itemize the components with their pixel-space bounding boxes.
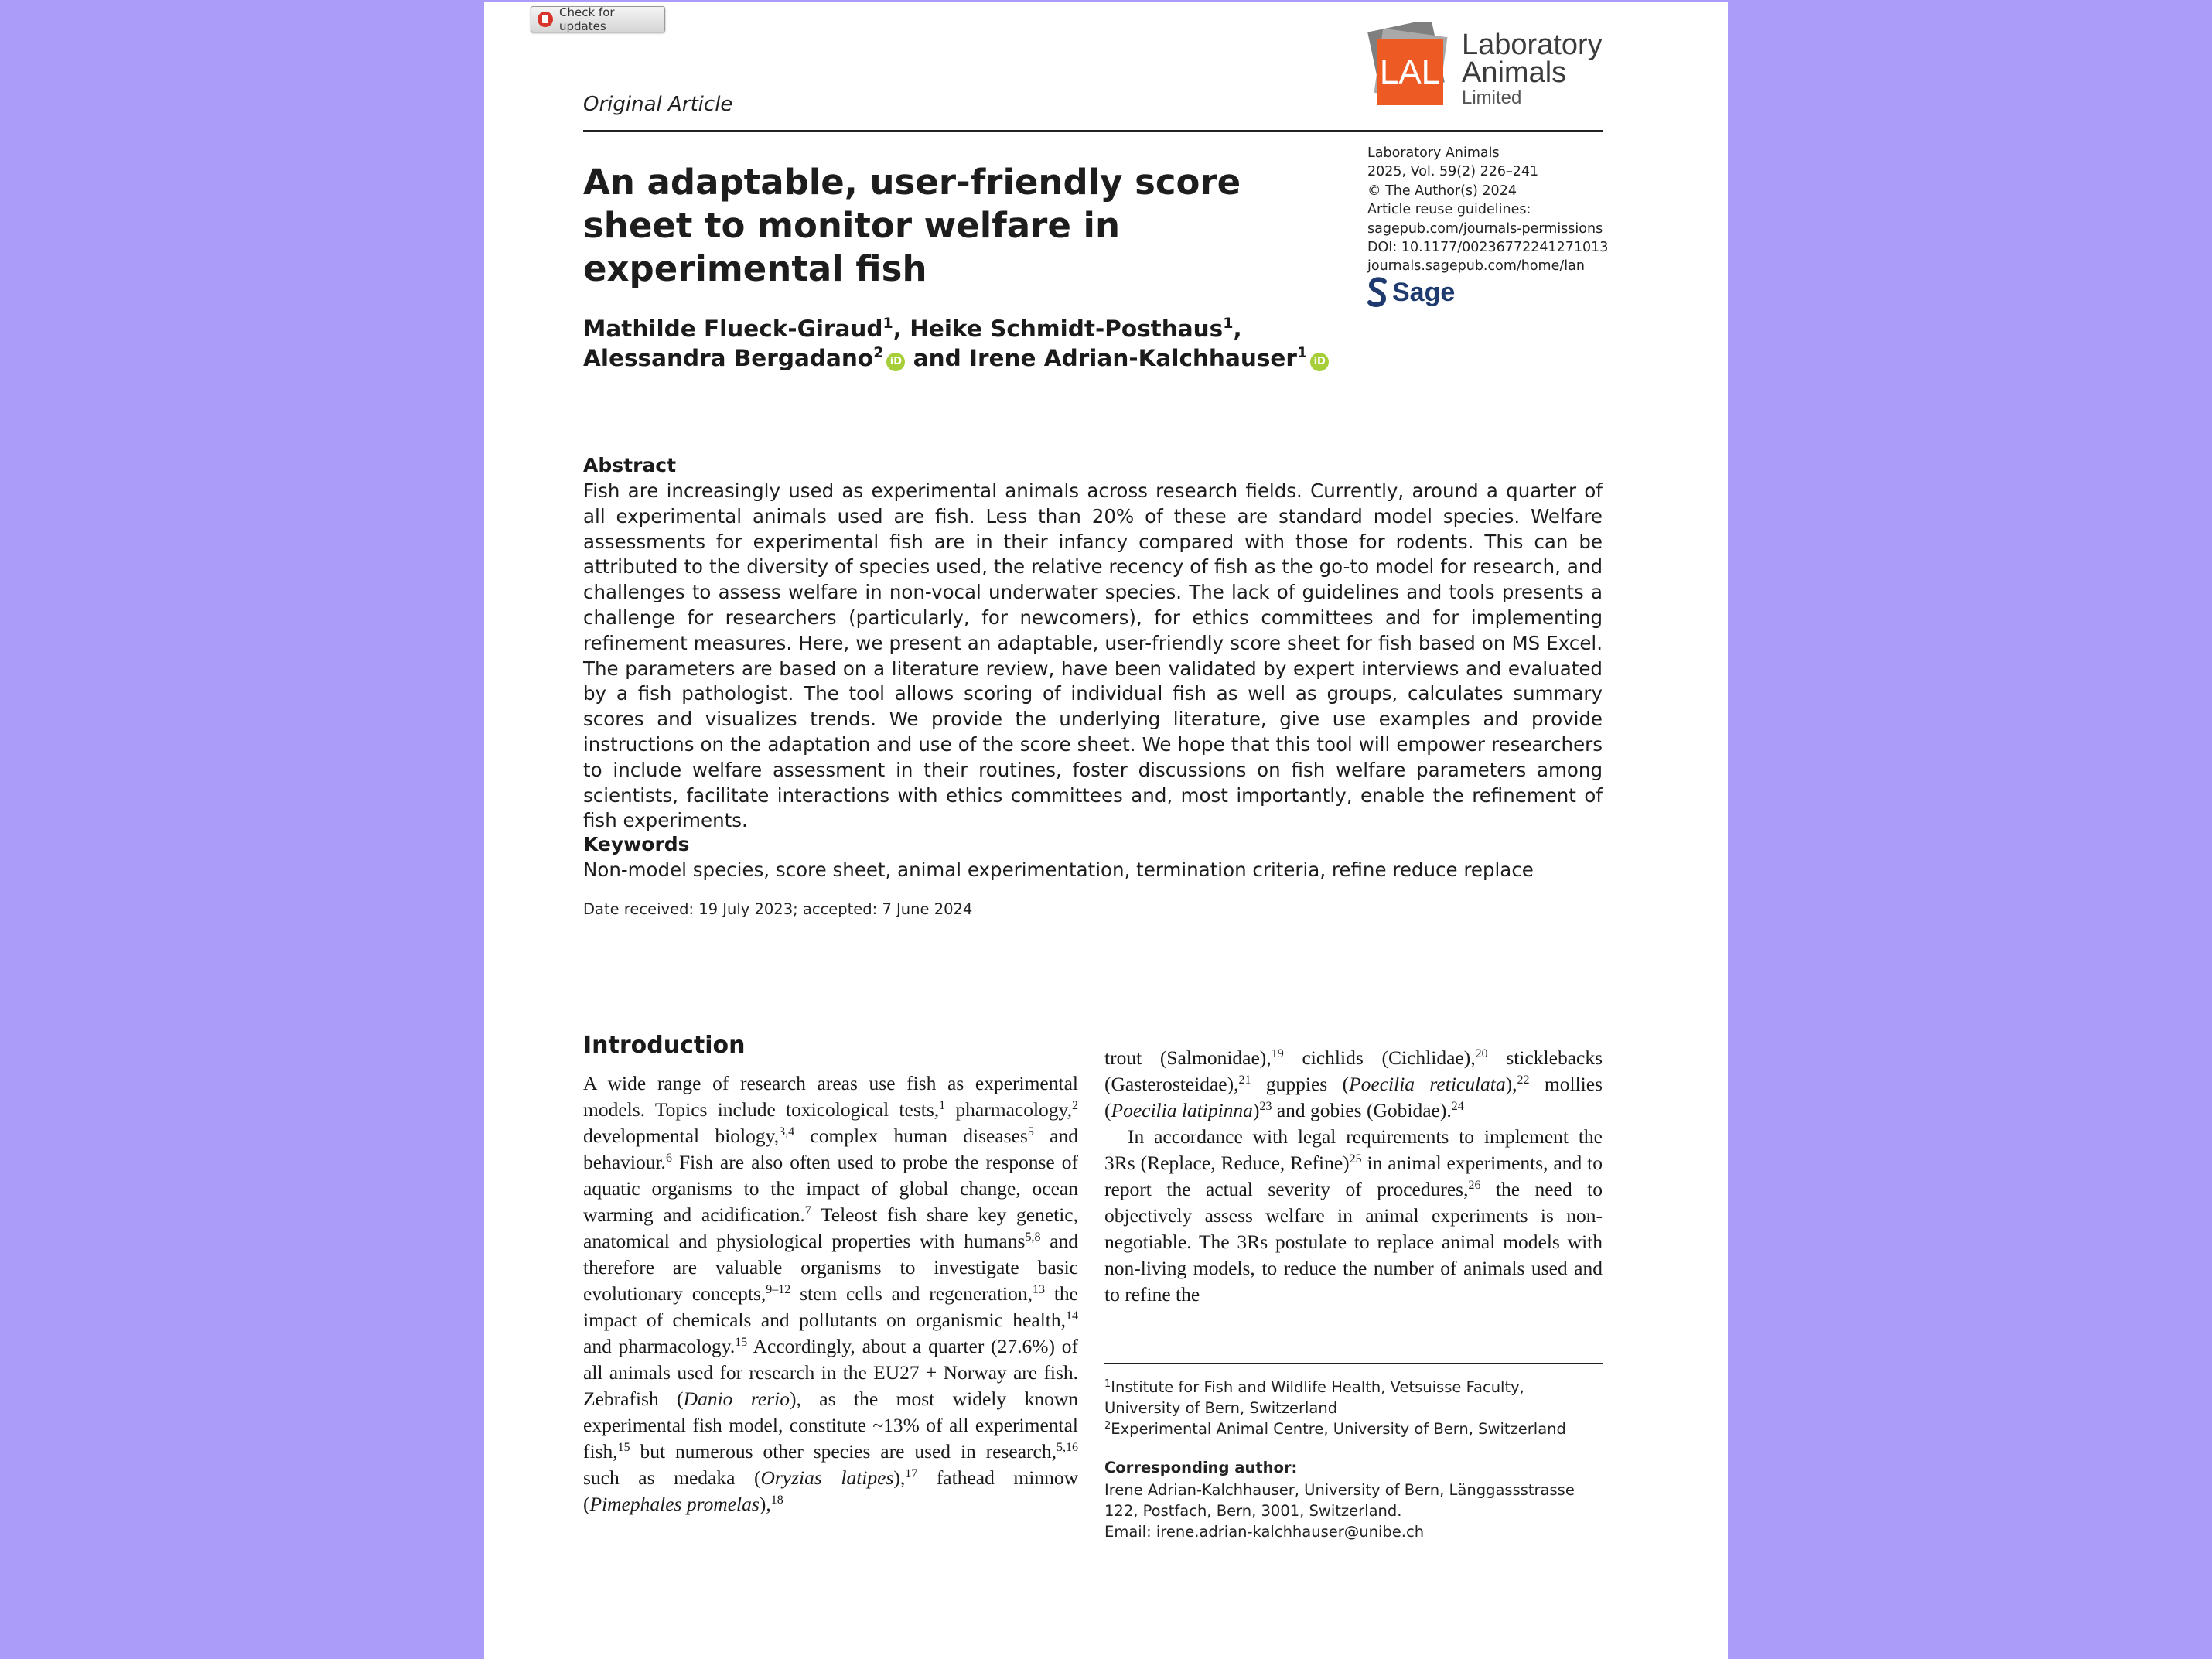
citation-ref[interactable]: 9–12 [766,1283,791,1296]
species-name: Oryzias latipes [760,1466,894,1489]
citation-ref[interactable]: 17 [905,1467,918,1480]
corresponding-author [1104,1480,1603,1542]
header-rule [583,130,1603,132]
affiliation-2-text: Experimental Animal Centre, University of Bern, Switzerland [1111,1420,1566,1438]
corresponding-author-heading: Corresponding author: [1104,1459,1298,1476]
citation-ref[interactable]: 24 [1451,1100,1464,1113]
species-name: Pimephales promelas [589,1493,760,1515]
intro-paragraph-2 [1104,1124,1603,1308]
citation-ref[interactable]: 18 [770,1493,783,1507]
text-run: complex human diseases [794,1125,1028,1147]
author-name[interactable]: Alessandra Bergadano [583,345,874,371]
check-for-updates-label: Check for updates [559,5,615,33]
author-separator: and [905,345,969,371]
article-page [484,2,1728,1659]
text-run: Teleost fish share key genetic, anatomical and physiological properties with humans [583,1203,1078,1252]
text-run: pharmacology, [945,1098,1073,1121]
corr-email-link[interactable]: Email: irene.adrian-kalchhauser@unibe.ch [1104,1523,1425,1541]
author-name[interactable]: Mathilde Flueck-Giraud [583,316,883,342]
sage-logo-icon [1367,277,1388,308]
text-run: Fish are also often used to probe the response of aquatic organisms to the impact of global change, ocean warming and acidification. [583,1151,1078,1226]
logo-line-2: Animals [1462,56,1567,89]
meta-journal-link[interactable]: journals.sagepub.com/home/lan [1367,258,1585,275]
logo-line-1: Laboratory [1462,29,1603,61]
citation-ref[interactable]: 15 [735,1336,748,1349]
intro-column-2 [1104,1045,1603,1308]
received-dates: Date received: 19 July 2023; accepted: 7 June 2024 [583,900,973,918]
species-name: Poecilia latipinna [1111,1099,1253,1121]
keywords-heading: Keywords [583,833,690,855]
citation-ref[interactable]: 5 [1027,1125,1034,1138]
text-run: ) [1252,1099,1260,1121]
keywords-text: Non-model species, score sheet, animal experimentation, termination criteria, refine reduce replace [583,859,1534,881]
text-run: developmental biology, [583,1125,780,1147]
citation-ref[interactable]: 7 [804,1204,811,1217]
citation-ref[interactable]: 1 [939,1099,946,1112]
text-run: ), [1505,1073,1517,1095]
author-affiliation: 1 [882,315,893,332]
article-type: Original Article [583,93,733,116]
logo-line-3: Limited [1462,87,1522,108]
text-run: ), as the most widely known experimental fish model, constitute ~13% of all experimental fish, [583,1388,1078,1463]
species-name: Poecilia reticulata [1349,1073,1506,1095]
article-title: An adaptable, user-friendly score sheet to monitor welfare in experimental fish [583,162,1241,289]
author-affiliation: 1 [1223,315,1234,332]
text-run: the need to objectively assess welfare in animal experiments is non-negotiable. The 3Rs postulate to replace animal models with non-living models, to reduce the number of animals used and to refine the [1104,1178,1603,1306]
text-run: cichlids (Cichlidae), [1283,1046,1476,1069]
author-affiliation: 1 [1296,344,1308,361]
citation-ref[interactable]: 20 [1475,1047,1488,1060]
affiliation-1: $^1$Institute for Fish and Wildlife Health, Vetsuisse Faculty, University of Bern, Switzerland [1104,1378,1524,1417]
text-run: mollies ( [1104,1073,1603,1121]
citation-ref[interactable]: 14 [1066,1309,1078,1323]
text-run: such as medaka ( [583,1466,761,1489]
abstract-heading: Abstract [583,454,677,476]
citation-ref[interactable]: 6 [665,1152,672,1165]
author-list [583,314,1357,373]
text-run: ), [759,1493,771,1515]
text-run: trout (Salmonidae), [1104,1046,1272,1069]
text-run: fathead minnow ( [583,1466,1078,1515]
citation-ref[interactable]: 26 [1468,1179,1481,1192]
introduction-heading: Introduction [583,1032,746,1059]
publisher-logo[interactable] [1367,277,1455,308]
author-separator: , [893,316,910,342]
bookmark-icon [538,12,553,27]
author-name[interactable]: Heike Schmidt-Posthaus [910,316,1224,342]
affiliation-2: $^2$Experimental Animal Centre, University of Bern, Switzerland [1104,1420,1566,1438]
text-run: A wide range of research areas use fish as experimental models. Topics include toxicological tests, [583,1072,1078,1121]
text-run: guppies ( [1251,1073,1350,1095]
intro-column-1 [583,1070,1078,1517]
corr-line-2: 122, Postfach, Bern, 3001, Switzerland. [1104,1502,1402,1520]
journal-logo-icon[interactable] [1363,22,1454,108]
citation-ref[interactable]: 23 [1259,1100,1272,1113]
citation-ref[interactable]: 5,8 [1025,1231,1041,1244]
citation-ref[interactable]: 2 [1072,1099,1079,1112]
citation-ref[interactable]: 19 [1271,1047,1284,1060]
text-run: Accordingly, about a quarter (27.6%) of all animals used for research in the EU27 + Norway are fish. Zebrafish ( [583,1335,1078,1410]
abstract-text: Fish are increasingly used as experimental animals across research fields. Currently, around a quarter of all experimental animals used are fish. Less than 20% of these are standard model species. Welfare assessments for experimental fish are in their infancy compared with those for rodents. This can be attributed to the diversity of species used, the relative recency of fish as the go-to model for research, and challenges to assess welfare in non-vocal underwater species. The lack of guidelines and tools presents a challenge for researchers (particularly, for newcomers), for ethics committees and for implementing refinement measures. Here, we present an adaptable, user-friendly score sheet for fish based on MS Excel. The parameters are based on a literature review, have been validated by expert interviews and evaluated by a fish pathologist. The tool allows scoring of individual fish as well as groups, calculates summary scores and visualizes trends. We provide the underlying literature, give use examples and provide instructions on the adaptation and use of the score sheet. We hope that this tool will empower researchers to include welfare assessment in their routines, foster discussions on fish welfare parameters among scientists, facilitate interactions with ethics committees and, most importantly, enable the refinement of fish experiments. [583,480,1603,832]
text-run: and therefore are valuable organisms to investigate basic evolutionary concepts, [583,1230,1079,1305]
text-run: and pharmacology. [583,1335,736,1357]
citation-ref[interactable]: 13 [1033,1283,1046,1296]
text-run: but numerous other species are used in research, [630,1440,1057,1463]
affiliation-1-text: Institute for Fish and Wildlife Health, Vetsuisse Faculty, University of Bern, Switzerland [1104,1378,1524,1417]
author-affiliation: 2 [873,344,884,361]
journal-metadata [1367,144,1607,276]
meta-permissions-link[interactable]: sagepub.com/journals-permissions [1367,220,1603,237]
corr-line-1: Irene Adrian-Kalchhauser, University of Bern, Länggassstrasse [1104,1481,1575,1499]
author-separator: , [1233,316,1242,342]
citation-ref[interactable]: 25 [1349,1152,1362,1166]
footnote-rule [1104,1363,1603,1364]
meta-doi-link[interactable]: DOI: 10.1177/00236772241271013 [1367,240,1609,256]
citation-ref[interactable]: 22 [1517,1074,1530,1087]
citation-ref[interactable]: 3,4 [779,1125,795,1138]
check-for-updates-button[interactable] [531,6,665,32]
text-run: and gobies (Gobidae). [1272,1099,1452,1121]
meta-reuse-label: Article reuse guidelines: [1367,202,1531,218]
orcid-icon[interactable]: iD [1310,353,1329,371]
meta-journal: Laboratory Animals [1367,145,1500,161]
text-run: and behaviour. [583,1125,1078,1173]
text-run: In accordance with legal requirements to implement the 3Rs (Replace, Reduce, Refine) [1104,1125,1603,1174]
citation-ref[interactable]: 5,16 [1057,1441,1078,1454]
species-name: Danio rerio [683,1388,790,1410]
citation-ref[interactable]: 21 [1238,1074,1251,1087]
author-name[interactable]: Irene Adrian-Kalchhauser [969,345,1297,371]
text-run: ), [893,1466,906,1489]
orcid-icon[interactable]: iD [886,353,905,371]
meta-copyright: © The Author(s) 2024 [1367,183,1517,199]
meta-volume: 2025, Vol. 59(2) 226–241 [1367,164,1539,180]
affiliations [1104,1377,1603,1439]
publisher-name: Sage [1392,277,1456,307]
text-run: sticklebacks (Gasterosteidae), [1104,1046,1603,1095]
citation-ref[interactable]: 15 [617,1441,630,1454]
text-run: in animal experiments, and to report the actual severity of procedures, [1104,1152,1603,1200]
journal-logo-mark: LAL [1379,53,1441,91]
text-run: the impact of chemicals and pollutants on organismic health, [583,1282,1078,1331]
text-run: stem cells and regeneration, [790,1282,1033,1305]
journal-logo-text [1462,31,1603,110]
